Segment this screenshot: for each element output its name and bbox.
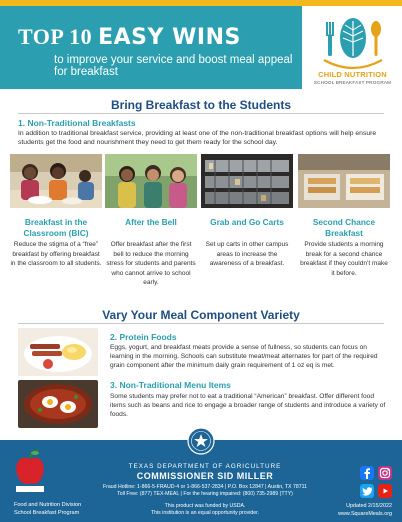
instagram-icon[interactable]	[378, 466, 392, 480]
footer-program: School Breakfast Program	[14, 510, 80, 516]
column-desc-second-chance: Provide students a morning break for a second chance breakfast if they couldn’t make it before.	[300, 241, 388, 277]
footer-usda-funding: This product was funded by USDA.	[164, 503, 246, 509]
youtube-icon[interactable]	[378, 484, 392, 498]
footer-equal-opportunity: This institution is an equal opportunity provider.	[150, 510, 260, 516]
subheading-non-traditional-menu: 3. Non-Traditional Menu Items	[110, 380, 231, 390]
column-desc-grab-go: Set up carts in other campus areas to increase the awareness of a breakfast.	[205, 241, 289, 267]
photo-second-chance-breakfast	[298, 154, 390, 208]
logo-subtitle: SCHOOL BREAKFAST PROGRAM	[313, 80, 392, 85]
column-desc-bic: Reduce the stigma of a “free” breakfast by offering breakfast in the classroom to all students.	[10, 241, 102, 267]
photo-grab-and-go-carts	[201, 154, 293, 208]
subheading-non-traditional-breakfasts: 1. Non-Traditional Breakfasts	[18, 118, 136, 128]
photo-protein-foods	[18, 328, 98, 376]
footer-fraud-hotline: Fraud Hotline: 1-866-5-FRAUD-4 or 1-866-537-2834 | P.O. Box 12847 | Austin, TX 78711	[103, 484, 307, 490]
child-nutrition-logo-icon	[318, 14, 388, 70]
twitter-icon[interactable]	[360, 484, 374, 498]
column-title-grab-go: Grab and Go Carts	[210, 217, 284, 227]
column-title-bic: Breakfast in the Classroom (BIC)	[23, 217, 89, 238]
column-desc-after-bell: Offer breakfast after the first bell to reduce the morning stress for students and parents who cannot arrive to school early.	[106, 241, 196, 286]
photo-breakfast-in-classroom	[10, 154, 102, 208]
footer-updated-date: Updated 2/15/2022	[346, 503, 392, 509]
page-title	[18, 24, 241, 50]
footer-department: TEXAS DEPARTMENT OF AGRICULTURE	[128, 463, 282, 470]
paragraph-non-traditional-menu: Some students may prefer not to eat a traditional “American” breakfast. Offer different food items such as beans and rice to engage a broader range of students and introduce a variety of foods.	[110, 393, 386, 418]
divider	[18, 113, 384, 114]
photo-after-the-bell	[105, 154, 197, 208]
footer-division: Food and Nutrition Division	[14, 502, 82, 508]
paragraph-non-traditional-breakfasts: In addition to traditional breakfast service, providing at least one of the non-traditional breakfast options will help ensure students get the food and nourishment they need to get them ready for the school day.	[18, 130, 377, 146]
section-heading-bring: Bring Breakfast to the Students	[110, 98, 292, 112]
column-title-after-bell: After the Bell	[125, 217, 177, 227]
texas-seal-icon	[187, 427, 215, 455]
footer-website-link[interactable]: www.SquareMeals.org	[338, 511, 392, 517]
column-title-second-chance: Second Chance Breakfast	[312, 217, 376, 238]
subheading-protein-foods: 2. Protein Foods	[110, 332, 177, 342]
page-subtitle: to improve your service and boost meal appeal for breakfast	[54, 54, 293, 78]
photo-non-traditional-menu	[18, 380, 98, 428]
section-heading-vary: Vary Your Meal Component Variety	[102, 308, 300, 322]
footer-commissioner: COMMISSIONER SID MILLER	[136, 471, 274, 481]
facebook-icon[interactable]	[360, 466, 374, 480]
paragraph-protein-foods: Eggs, yogurt, and breakfast meats provide a sense of fullness, so students can focus on learning in the morning. Schools can substitute meat/meat alternates for part of the required grain component after the minimum daily grain requirement of 1 oz eq is met.	[110, 344, 378, 369]
title-prefix: TOP 10	[18, 24, 99, 49]
apple-logo-icon	[14, 448, 46, 494]
divider	[18, 323, 384, 324]
title-emphasis: EASY WINS	[98, 25, 241, 50]
logo-title: CHILD NUTRITION	[318, 70, 387, 79]
footer-toll-free: Toll Free: (877) TEX-MEAL | For the hearing impaired: (800) 735-2989 (TTY)	[117, 491, 293, 497]
